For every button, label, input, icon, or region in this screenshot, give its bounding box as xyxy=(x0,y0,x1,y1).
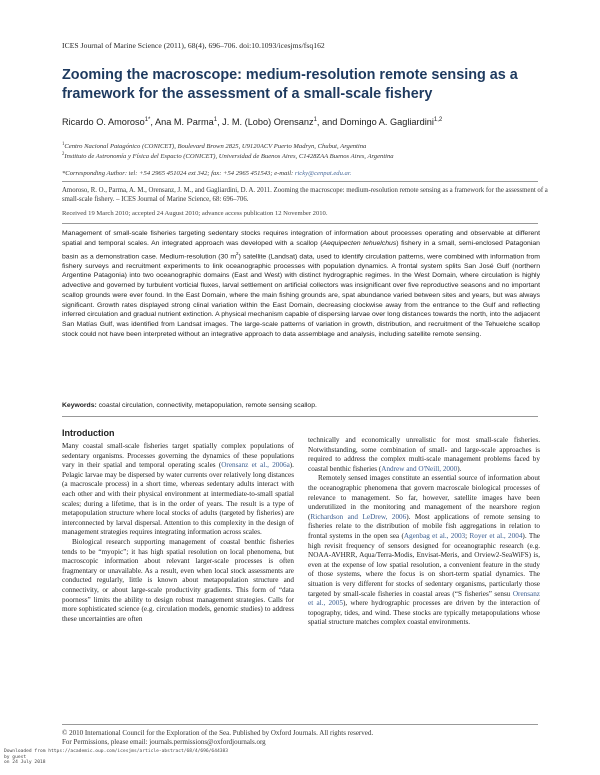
keywords-label: Keywords: xyxy=(62,402,97,409)
author-affil-marker: 1,2 xyxy=(433,117,443,123)
affiliation-2: $^2$Instituto de Astronomía y Física del Espacio (CONICET), Universidad de Buenos Aires, C1428ZAA Buenos Aires, Argentina xyxy=(62,152,394,161)
divider xyxy=(62,724,538,725)
reference-link[interactable]: Andrew and O'Neill, 2000 xyxy=(381,464,458,473)
section-heading-introduction: Introduction xyxy=(62,428,115,438)
divider xyxy=(62,181,538,182)
author-affil-marker: 1* xyxy=(144,117,151,123)
paragraph: Biological research supporting management of coastal benthic fisheries tends to be “myopic”; it has high spatial resolution on local phenomena, but macroscopic information about relevant larger-scale processes is often fragmentary or unavailable. As a result, even when local stock assessments are conducted regularly, little is known about metapopulation structure and connectivity, or about large-scale productivity gradients. This form of “data poorness” limits the ability to design robust management strategies. Calls for more sophisticated science (e.g. circulation models, genomic studies) to address these uncertainties are often xyxy=(62,537,294,623)
paragraph: Remotely sensed images constitute an essential source of information about the oceanographic phenomena that govern macroscale biological processes of relevance to management. So far, however, satellite images have been underutilized in the monitoring and management of the nearshore region (Richardson and LeDrew, 2006). Most applications of remote sensing to fisheries relate to the distribution of mobile fish aggregations in relation to frontal systems in the open sea (Agenbag et al., 2003; Royer et al., 2004). The high revisit frequency of sensors designed for oceanographic research (e.g. NOAA-AVHRR, Aqua/Terra-Modis, Envisat-Meris, and Orview2-SeaWiFS) is, even at the expense of low spatial resolution, a convenient feature in the study of those systems, where the focus is on short-term spatial dynamics. The situation is very different for stocks of sedentary organisms, particularly those targeted by small-scale fisheries in coastal areas (“S fisheries” sensu Orensanz et al., 2005), where hydrographic processes are driven by the interaction of topography, tides, and wind. These stocks are typically metapopulations whose spatial structure matches complex coastal environments. xyxy=(308,474,541,627)
reference-link[interactable]: Agenbag et al., 2003 xyxy=(403,531,466,540)
download-stamp: Downloaded from https://academic.oup.com/icesjms/article-abstract/68/4/696/644383 by guest on 24 July 2018 xyxy=(4,749,229,766)
reference-link[interactable]: Orensanz et al., 2006a xyxy=(221,461,290,470)
divider xyxy=(62,223,538,224)
article-title: Zooming the macroscope: medium-resolution remote sensing as a framework for the assessment of a small-scale fishery xyxy=(62,67,518,102)
corresponding-author: *Corresponding Author: tel: +54 2965 451024 ext 342; fax: +54 2965 451543; e-mail: ricky@cenpat.edu.ar. xyxy=(62,170,352,177)
species-name: Aequipecten tehuelchus xyxy=(322,239,397,247)
paragraph: Many coastal small-scale fisheries target spatially complex populations of sedentary organisms. Processes governing the dynamics of these populations vary in their spatial and temporal operating scales (Orensanz et al., 2006a). Pelagic larvae may be dispersed by water currents over relatively long distances (a macroscale process) in a short time, whereas sedentary adults interact with each other and with their physical environment at intermediate-to-small spatial scales; during a lifetime, that is in the order of years. The result is a type of metapopulation structure where local stocks of adults (targeted by fisheries) are interconnected by larval dispersal. Attention to this complexity in the design of management strategies requires integrating information across scales. xyxy=(62,442,294,537)
keywords: Keywords: coastal circulation, connectivity, metapopulation, remote sensing scallop. xyxy=(62,402,317,409)
email-link[interactable]: ricky@cenpat.edu.ar. xyxy=(294,170,352,177)
paragraph: technically and economically unrealistic for most small-scale fisheries. Notwithstanding, some combination of small- and large-scale approaches is required to address the complex multi-scale management problems faced by coastal benthic fisheries (Andrew and O'Neill, 2000). xyxy=(308,436,540,473)
author-list: Ricardo O. Amoroso$^{1*}$, Ana M. Parma$^1$, J. M. (Lobo) Orensanz$^1$, and Domingo A. Gagliardini$^{1,2}$ xyxy=(62,117,443,128)
affiliation-1: $^1$Centro Nacional Patagónico (CONICET), Boulevard Brown 2825, U9120ACV Puerto Madryn, Chubut, Argentina xyxy=(62,142,367,151)
divider xyxy=(62,416,538,417)
abstract: Management of small-scale fisheries targeting sedentary stocks requires integration of information about processes operating and observable at different spatial and temporal scales. An integrated approach was developed with a scallop (Aequipecten tehuelchus) fishery in a small, semi-enclosed Patagonian basin as a demonstration case. Medium-resolution (30 $m^2$) satellite (Landsat) data, used to identify circulation patterns, were combined with information from fishery surveys and recruitment experiments to link oceanographic processes with population dynamics. A frontal system splits San José Gulf (northern Argentine Patagonia) into two oceanographic domains (East and West) with distinct hydrographic regimes. In the West Domain, where circulation is highly advective and governed by turbulent vorticial fluxes, larval settlement on artificial collectors was insignificant over five reproductive seasons and no important scallop grounds were ever found. In the East Domain, where the main fishing grounds are, spat abundance varied between sites and years, but was always significant. Growth rates displayed strong clinal variation within the East Domain, decreasing clockwise away from the entrance to the Gulf and reflecting inferred circulation and gradual nutrient extinction. A physical mechanism capable of dispersing larvae over long distances towards the north, into the adjacent San Matías Gulf, was identified from Landsat images. The large-scale patterns of variation in growth, distribution, and recruitment of the Tehuelche scallop stock could not have been interpreted without an integrative approach to data assemblage and analysis, including satellite remote sensing. xyxy=(62,230,540,338)
author-name: J. M. (Lobo) Orensanz xyxy=(222,117,314,128)
body-column-right xyxy=(308,436,540,628)
reference-link[interactable]: Royer et al., 2004 xyxy=(469,531,523,540)
author-name: Domingo A. Gagliardini xyxy=(339,117,434,128)
author-affil-marker: 1 xyxy=(313,117,317,123)
permissions-line: For Permissions, please email: journals.permissions@oxfordjournals.org xyxy=(62,738,266,747)
copyright-notice: © 2010 International Council for the Exploration of the Sea. Published by Oxford Journals. All rights reserved. For Permissions, please email: journals.permissions@oxfordjournals.org xyxy=(62,729,374,747)
author-name: Ana M. Parma xyxy=(155,117,214,128)
reference-link[interactable]: Orensanz et al., 2005 xyxy=(308,589,540,608)
article-citation: Amoroso, R. O., Parma, A. M., Orensanz, J. M., and Gagliardini, D. A. 2011. Zooming the macroscope: medium-resolution remote sensing as a framework for the assessment of a small-scale fishery. – ICES Journal of Marine Science, 68: 696–706. xyxy=(62,187,548,204)
author-affil-marker: 1 xyxy=(213,117,218,123)
reference-link[interactable]: Richardson and LeDrew, 2006 xyxy=(310,512,407,521)
author-name: Ricardo O. Amoroso xyxy=(62,117,145,128)
body-column-left xyxy=(62,442,294,624)
publication-dates: Received 19 March 2010; accepted 24 August 2010; advance access publication 12 November 2010. xyxy=(62,210,328,217)
journal-citation-header: ICES Journal of Marine Science (2011), 68(4), 696–706. doi:10.1093/icesjms/fsq162 xyxy=(62,41,325,50)
